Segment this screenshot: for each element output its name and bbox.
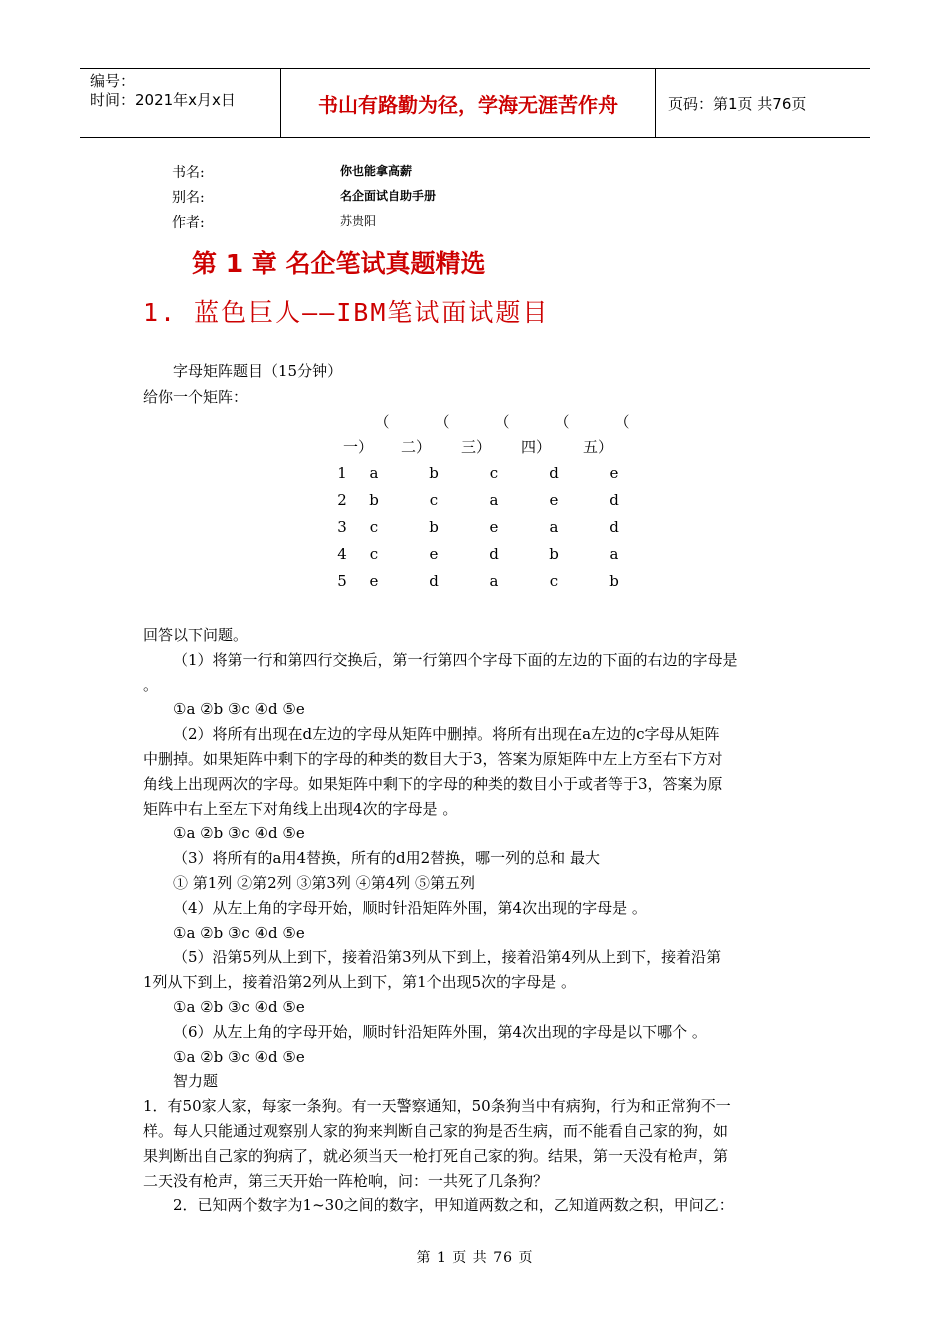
row-num-2: 2 (337, 491, 347, 509)
matrix-cell: c (489, 464, 499, 482)
options-line: ①a ②b ③c ④d ⑤e (173, 700, 305, 719)
matrix-cell: d (429, 572, 439, 590)
matrix-cell: a (369, 464, 379, 482)
book-author-label: 作者: (172, 215, 205, 231)
text-line: 1．有50家人家，每家一条狗。有一天警察通知，50条狗当中有病狗，行为和正常狗不一 (143, 1097, 731, 1116)
page-info-text: 页码：第1页 共76页 (668, 94, 807, 113)
text-line: （3）将所有的a用4替换，所有的d用2替换，哪一列的总和 最大 (173, 849, 600, 868)
col-open-3: （ (494, 413, 510, 431)
matrix-subtitle: 字母矩阵题目（15分钟） (173, 362, 343, 380)
col-header-1: 一） (342, 438, 373, 456)
matrix-cell: b (429, 464, 439, 482)
matrix-cell: d (489, 545, 499, 563)
doc-code-label: 编号： (90, 72, 136, 90)
matrix-cell: e (549, 491, 559, 509)
text-line: 。 (143, 675, 159, 694)
page-footer: 第 1 页 共 76 页 (416, 1250, 534, 1266)
options-line: ①a ②b ③c ④d ⑤e (173, 1047, 305, 1066)
header-motto: 书山有路勤为径，学海无涯苦作舟 (281, 69, 656, 137)
text-line: （4）从左上角的字母开始，顺时针沿矩阵外围，第4次出现的字母是 。 (173, 898, 647, 917)
text-line: 果判断出自己家的狗病了，就必须当天一枪打死自己家的狗。结果，第一天没有枪声，第 (143, 1146, 729, 1165)
matrix-cell: e (489, 518, 499, 536)
book-alias-value: 名企面试自助手册 (340, 189, 437, 203)
book-author-value: 苏贵阳 (340, 214, 377, 228)
answer-intro: 回答以下问题。 (143, 626, 249, 644)
matrix-cell: e (369, 572, 379, 590)
matrix-cell: a (549, 518, 559, 536)
text-line: 二天没有枪声，第三天开始一阵枪响，问：一共死了几条狗？ (143, 1171, 549, 1190)
row-num-3: 3 (337, 518, 347, 536)
text-line: （6）从左上角的字母开始，顺时针沿矩阵外围，第4次出现的字母是以下哪个 。 (173, 1022, 707, 1041)
text-line: 样。每人只能通过观察别人家的狗来判断自己家的狗是否生病，而不能看自己家的狗，如 (143, 1121, 729, 1140)
book-title-value: 你也能拿高薪 (340, 164, 413, 178)
matrix-cell: b (609, 572, 619, 590)
text-line: 1列从下到上，接着沿第2列从上到下，第1个出现5次的字母是 。 (143, 973, 576, 992)
header-page-info (664, 69, 870, 137)
row-num-5: 5 (337, 572, 347, 590)
matrix-cell: b (369, 491, 379, 509)
matrix-cell: b (429, 518, 439, 536)
col-header-4: 四） (520, 438, 551, 456)
text-line: （1）将第一行和第四行交换后，第一行第四个字母下面的左边的下面的右边的字母是 (173, 650, 738, 669)
section-title: 1. 蓝色巨人——IBM笔试面试题目 (143, 298, 550, 327)
matrix-cell: a (489, 572, 499, 590)
col-open-4: （ (554, 413, 570, 431)
chapter-title: 第 1 章 名企笔试真题精选 (192, 249, 486, 278)
options-line: ①a ②b ③c ④d ⑤e (173, 824, 305, 843)
matrix-intro: 给你一个矩阵： (143, 388, 249, 406)
matrix-cell: a (489, 491, 499, 509)
col-open-2: （ (434, 413, 450, 431)
text-line: （5）沿第5列从上到下，接着沿第3列从下到上，接着沿第4列从上到下，接着沿第 (173, 948, 722, 967)
matrix-cell: e (609, 464, 619, 482)
options-line: ①a ②b ③c ④d ⑤e (173, 997, 305, 1016)
matrix-cell: c (549, 572, 559, 590)
book-title-label: 书名: (172, 165, 205, 181)
matrix-cell: d (609, 518, 619, 536)
text-line: （2）将所有出现在d左边的字母从矩阵中删掉。将所有出现在a左边的c字母从矩阵 (173, 725, 720, 744)
col-open-5: （ (614, 413, 630, 431)
col-header-3: 三） (460, 438, 491, 456)
text-line: 2．已知两个数字为1~30之间的数字，甲知道两数之和，乙知道两数之积，甲问乙： (173, 1196, 734, 1215)
book-alias-label: 别名: (172, 190, 205, 206)
matrix-cell: e (429, 545, 439, 563)
header-left-cell (80, 69, 281, 137)
page-header (80, 68, 870, 138)
col-header-5: 五） (582, 438, 613, 456)
matrix-cell: c (369, 545, 379, 563)
row-num-1: 1 (337, 464, 347, 482)
text-line: 矩阵中右上至左下对角线上出现4次的字母是 。 (143, 799, 458, 818)
options-line: ①a ②b ③c ④d ⑤e (173, 923, 305, 942)
col-open-1: （ (374, 413, 390, 431)
matrix-cell: a (609, 545, 619, 563)
matrix-cell: c (369, 518, 379, 536)
text-line: 中删掉。如果矩阵中剩下的字母的种类的数目大于3，答案为原矩阵中左上方至右下方对 (143, 749, 723, 768)
doc-time-label: 时间：2021年x月x日 (90, 91, 236, 109)
options-line: ① 第1列 ②第2列 ③第3列 ④第4列 ⑤第五列 (173, 873, 476, 892)
row-num-4: 4 (337, 545, 347, 563)
col-header-2: 二） (400, 438, 431, 456)
matrix-cell: b (549, 545, 559, 563)
matrix-cell: c (429, 491, 439, 509)
questions-body (143, 623, 808, 1218)
matrix-cell: d (609, 491, 619, 509)
matrix-cell: d (549, 464, 559, 482)
subheading-puzzles: 智力题 (173, 1072, 219, 1091)
text-line: 角线上出现两次的字母。如果矩阵中剩下的字母的种类的数目小于或者等于3，答案为原 (143, 774, 723, 793)
